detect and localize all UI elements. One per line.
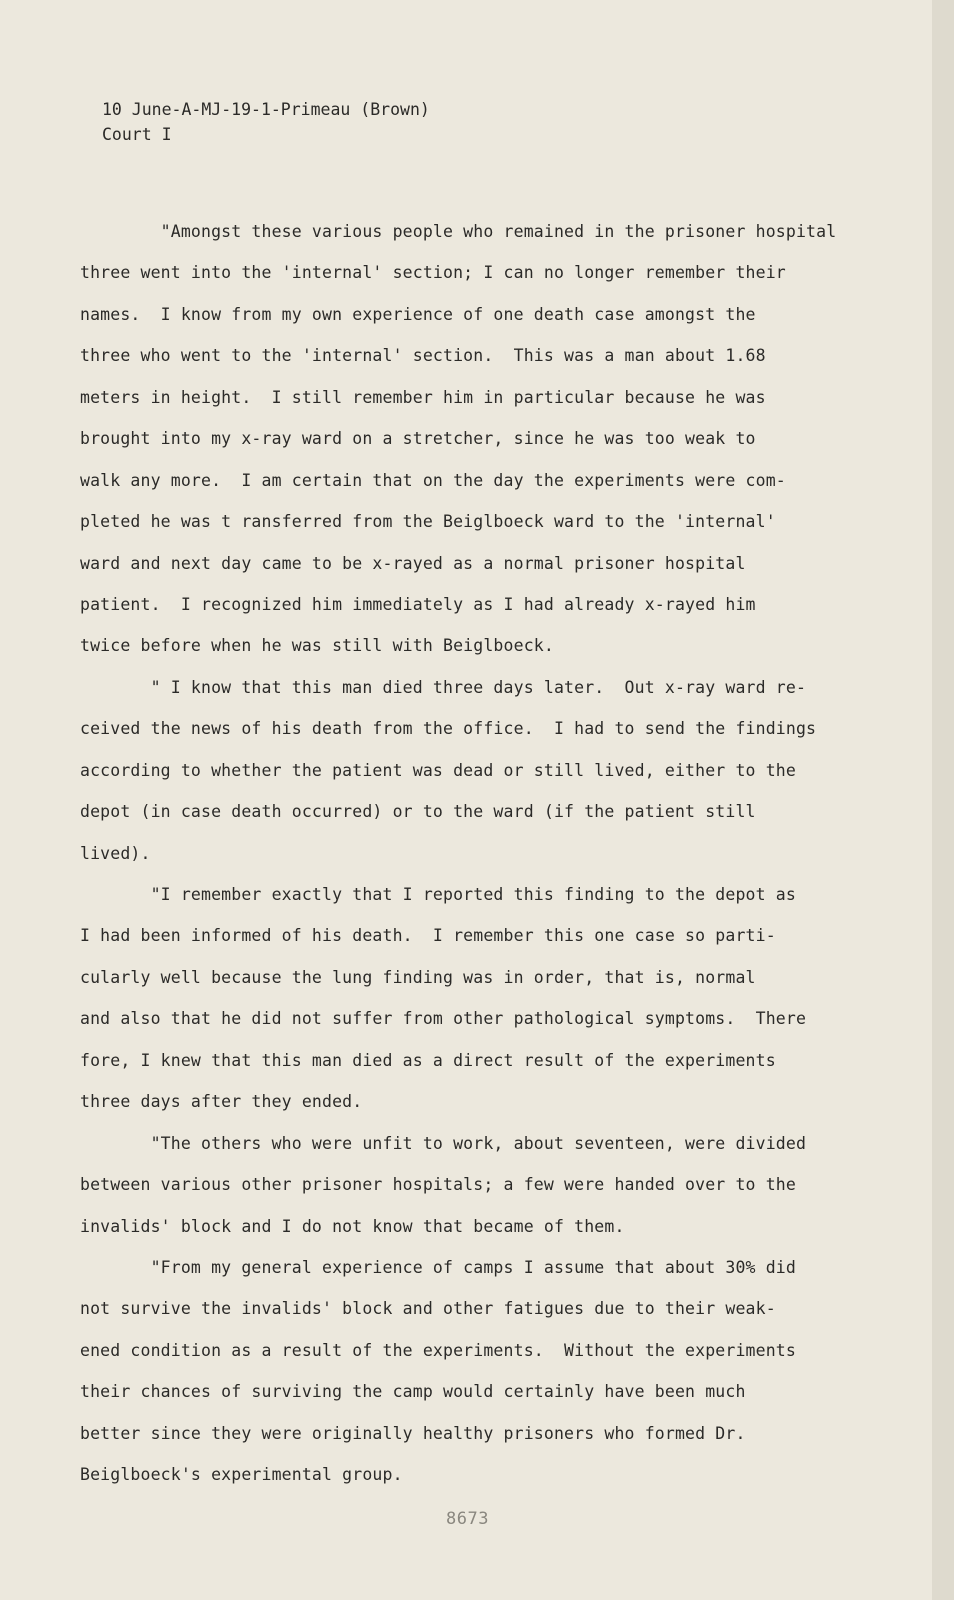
document-header [102, 97, 430, 147]
text-line: "From my general experience of camps I assume that about 30% did [80, 1257, 796, 1277]
text-line: cularly well because the lung finding was in order, that is, normal [80, 967, 756, 987]
text-line: "The others who were unfit to work, about seventeen, were divided [80, 1133, 807, 1153]
text-line: pleted he was t ransferred from the Beiglboeck ward to the 'internal' [80, 512, 776, 532]
page-number: 8673 [446, 1509, 489, 1529]
transcript-body [80, 222, 850, 1507]
text-line: Beiglboeck's experimental group. [80, 1465, 403, 1485]
text-line: three who went to the 'internal' section. This was a man about 1.68 [80, 346, 766, 366]
text-line: better since they were originally healthy prisoners who formed Dr. [80, 1423, 746, 1443]
text-line: walk any more. I am certain that on the day the experiments were com- [80, 470, 786, 490]
text-line: between various other prisoner hospitals; a few were handed over to the [80, 1175, 796, 1195]
text-line: "Amongst these various people who remained in the prisoner hospital [80, 222, 837, 241]
text-line: their chances of surviving the camp would certainly have been much [80, 1382, 746, 1402]
text-line: " I know that this man died three days later. Out x-ray ward re- [80, 677, 807, 697]
text-line: brought into my x-ray ward on a stretcher, since he was too weak to [80, 429, 756, 449]
text-line: not survive the invalids' block and other fatigues due to their weak- [80, 1299, 776, 1319]
text-line: I had been informed of his death. I remember this one case so parti- [80, 926, 776, 946]
text-line: ceived the news of his death from the office. I had to send the findings [80, 719, 817, 739]
text-line: according to whether the patient was dead or still lived, either to the [80, 760, 796, 780]
text-line: lived). [80, 843, 151, 863]
text-line: invalids' block and I do not know that became of them. [80, 1216, 625, 1236]
text-line: "I remember exactly that I reported this finding to the depot as [80, 885, 796, 904]
text-line: and also that he did not suffer from other pathological symptoms. There [80, 1009, 807, 1029]
text-line: patient. I recognized him immediately as I had already x-rayed him [80, 594, 756, 614]
text-line: depot (in case death occurred) or to the ward (if the patient still [80, 802, 756, 822]
text-line: twice before when he was still with Beiglboeck. [80, 636, 554, 656]
header-court-line: Court I [102, 125, 172, 144]
text-line: three went into the 'internal' section; I can no longer remember their [80, 263, 786, 283]
text-line: meters in height. I still remember him in particular because he was [80, 387, 766, 407]
text-line: ward and next day came to be x-rayed as a normal prisoner hospital [80, 553, 746, 573]
text-line: ened condition as a result of the experiments. Without the experiments [80, 1340, 796, 1360]
text-line: three days after they ended. [80, 1092, 363, 1112]
text-line: names. I know from my own experience of one death case amongst the [80, 304, 756, 324]
text-line: fore, I knew that this man died as a direct result of the experiments [80, 1050, 776, 1070]
header-case-line: 10 June-A-MJ-19-1-Primeau (Brown) [102, 100, 430, 119]
